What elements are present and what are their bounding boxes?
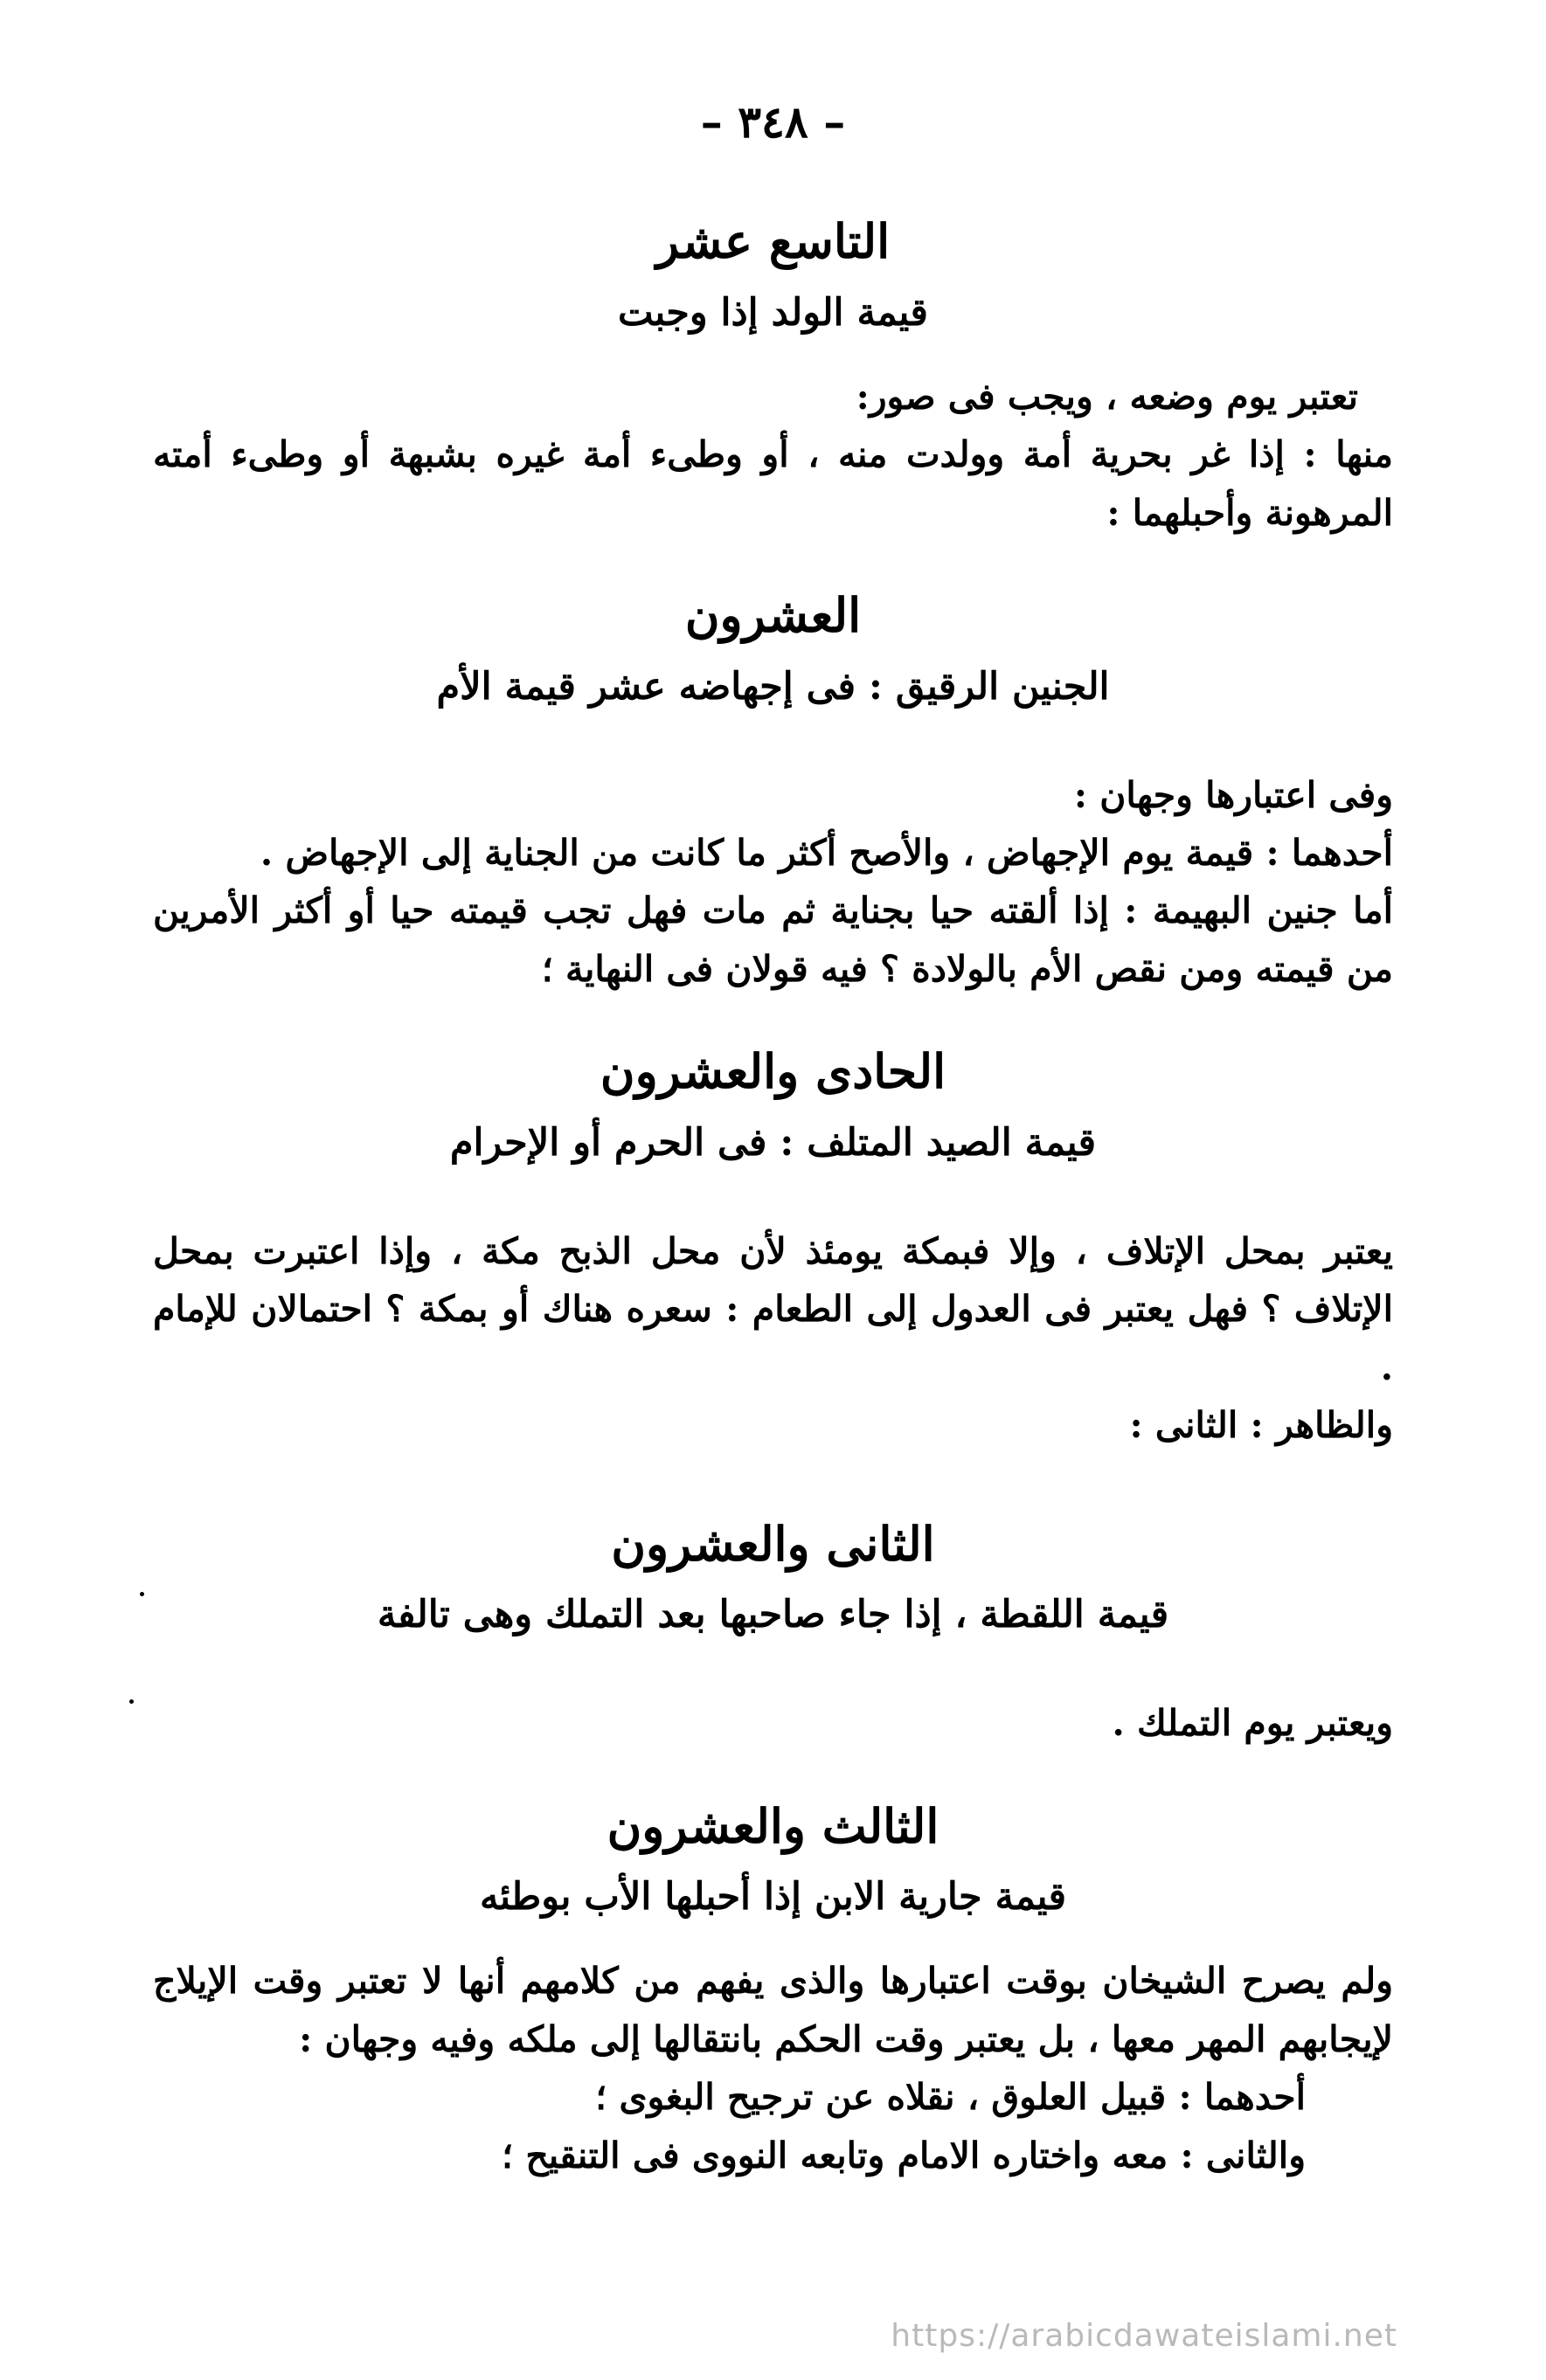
section-title: الحادى والعشرون xyxy=(600,1043,946,1100)
section-subtitle: قيمة الولد إذا وجبت xyxy=(618,290,928,335)
section-title: التاسع عشر xyxy=(655,213,891,269)
page-number: – ٣٤٨ – xyxy=(700,96,846,148)
section-22 xyxy=(153,1516,1393,1753)
paragraph: يعتبر بمحل الإتلاف ، وإلا فبمكة يومئذ لأن محل الذبح مكة ، وإذا اعتبرت بمحل الإتلاف ؟ فهل يعتبر فى العدول إلى الطعام : سعره هناك أو بمكة ؟ احتمالان للإمام . xyxy=(153,1229,1393,1388)
watermark-url: https://arabicdawateislami.net xyxy=(891,2318,1397,2354)
paragraph: والثانى : معه واختاره الامام وتابعه النووى فى التنقيح ؛ xyxy=(502,2134,1306,2176)
section-19 xyxy=(153,213,1393,542)
paragraph: والظاهر : الثانى : xyxy=(1129,1404,1393,1447)
section-title: الثالث والعشرون xyxy=(607,1797,939,1854)
section-21 xyxy=(153,1043,1393,1454)
paragraph: منها : إذا غر بحرية أمة وولدت منه ، أو وطىء أمة غيره بشبهة أو وطىء أمته المرهونة وأحبلهما : xyxy=(153,433,1393,534)
stray-dot xyxy=(140,1592,144,1596)
paragraph: ويعتبر يوم التملك . xyxy=(1112,1702,1393,1745)
section-subtitle: الجنين الرقيق : فى إجهاضه عشر قيمة الأم xyxy=(436,664,1110,709)
section-subtitle: قيمة اللقطة ، إذا جاء صاحبها بعد التملك وهى تالفة xyxy=(377,1593,1169,1637)
section-subtitle: قيمة جارية الابن إذا أحبلها الأب بوطئه xyxy=(480,1875,1066,1920)
section-subtitle: قيمة الصيد المتلف : فى الحرم أو الإحرام xyxy=(449,1121,1097,1166)
paragraph: أحدهما : قبيل العلوق ، نقلاه عن ترجيح البغوى ؛ xyxy=(595,2076,1306,2119)
paragraph: أما جنين البهيمة : إذا ألقته حيا بجناية ثم مات فهل تجب قيمته حيا أو أكثر الأمرين من قيمته ومن نقص الأم بالولادة ؟ فيه قولان فى النهاية ؛ xyxy=(153,889,1393,990)
section-title: العشرون xyxy=(684,586,862,643)
paragraph: وفى اعتبارها وجهان : xyxy=(1073,773,1393,816)
stray-dot xyxy=(129,1699,134,1704)
paragraph: ولم يصرح الشيخان بوقت اعتبارها والذى يفهم من كلامهم أنها لا تعتبر وقت الإيلاج لإيجابهم المهر معها ، بل يعتبر وقت الحكم بانتقالها إلى ملكه وفيه وجهان : xyxy=(153,1960,1393,2060)
paragraph: تعتبر يوم وضعه ، ويجب فى صور: xyxy=(856,375,1358,418)
section-title: الثانى والعشرون xyxy=(611,1515,935,1572)
section-20 xyxy=(153,587,1393,998)
paragraph: أحدهما : قيمة يوم الإجهاض ، والأصح أكثر ما كانت من الجناية إلى الإجهاض . xyxy=(260,832,1393,874)
section-23 xyxy=(153,1798,1393,2184)
